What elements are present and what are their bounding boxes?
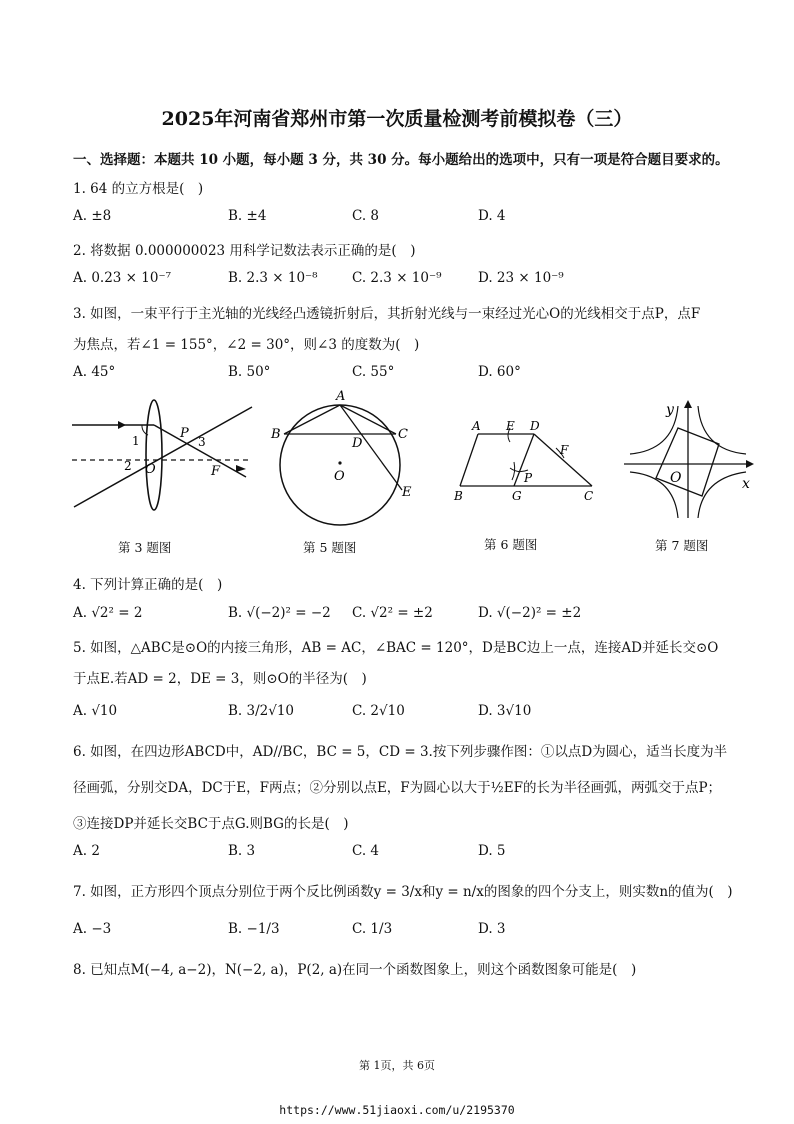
question-5-stem-line2: 于点E.若AD = 2，DE = 3，则⊙O的半径为( ) <box>73 671 367 687</box>
question-4-stem: 4. 下列计算正确的是( ) <box>73 577 223 593</box>
label-y: y <box>666 402 674 418</box>
source-url[interactable]: https://www.51jiaoxi.com/u/2195370 <box>279 1103 515 1117</box>
figure-7-caption: 第 7 题图 <box>655 538 709 553</box>
question-1-stem: 1. 64 的立方根是( ) <box>73 181 204 197</box>
figure-6-quadrilateral <box>448 412 608 504</box>
segment-ab <box>284 405 340 434</box>
q1-option-d: D. 4 <box>478 208 506 224</box>
label-angle-3: 3 <box>198 435 206 449</box>
question-6-stem-line3: ③连接DP并延长交BC于点G.则BG的长是( ) <box>73 816 349 832</box>
q2-option-b: B. 2.3 × 10⁻⁸ <box>228 270 318 286</box>
label-d: D <box>530 419 540 433</box>
label-angle-2: 2 <box>124 459 132 473</box>
segment-ab <box>460 434 478 486</box>
q4-option-a: A. √2² = 2 <box>73 605 143 621</box>
q7-option-d: D. 3 <box>478 921 506 937</box>
figure-6-caption: 第 6 题图 <box>484 537 538 552</box>
page-footer: 第 1页，共 6页 <box>359 1059 435 1072</box>
q2-option-a: A. 0.23 × 10⁻⁷ <box>73 270 172 286</box>
label-b: B <box>454 489 463 503</box>
circle-o <box>280 405 400 525</box>
q5-option-c: C. 2√10 <box>352 703 405 719</box>
label-c: C <box>398 427 408 442</box>
question-5-stem-line1: 5. 如图，△ABC是⊙O的内接三角形，AB = AC，∠BAC = 120°，D是BC边上一点，连接AD并延长交⊙O <box>73 640 719 656</box>
q5-option-b: B. 3/2√10 <box>228 703 295 719</box>
label-c: C <box>584 489 594 503</box>
question-6-stem-line2: 径画弧，分别交DA，DC于E，F两点；②分别以点E，F为圆心以大于½EF的长为半径画弧，两弧交于点P； <box>73 780 722 796</box>
label-o: O <box>670 470 682 486</box>
segment-dc <box>534 434 592 486</box>
label-point-p: P <box>180 426 189 441</box>
q1-option-a: A. ±8 <box>73 208 112 224</box>
question-3-stem-line2: 为焦点，若∠1 = 155°，∠2 = 30°，则∠3 的度数为( ) <box>73 337 420 353</box>
q6-option-b: B. 3 <box>228 843 256 859</box>
q3-option-b: B. 50° <box>228 364 271 380</box>
q5-option-d: D. 3√10 <box>478 703 532 719</box>
q2-option-c: C. 2.3 × 10⁻⁹ <box>352 270 442 286</box>
q3-option-c: C. 55° <box>352 364 395 380</box>
figure-3-lens <box>68 395 258 525</box>
label-a: A <box>336 389 346 404</box>
question-6-stem-line1: 6. 如图，在四边形ABCD中，AD//BC，BC = 5，CD = 3.按下列步骤作图：①以点D为圆心，适当长度为半 <box>73 744 728 760</box>
question-3-stem-line1: 3. 如图，一束平行于主光轴的光线经凸透镜折射后，其折射光线与一束经过光心O的光线相交于点P，点F <box>73 306 701 322</box>
q3-option-a: A. 45° <box>73 364 116 380</box>
figure-5-caption: 第 5 题图 <box>303 540 357 555</box>
question-7-stem: 7. 如图，正方形四个顶点分别位于两个反比例函数y = 3/x和y = n/x的图象的四个分支上，则实数n的值为( ) <box>73 884 733 900</box>
label-x: x <box>742 476 750 492</box>
q2-option-d: D. 23 × 10⁻⁹ <box>478 270 564 286</box>
question-2-stem: 2. 将数据 0.000000023 用科学记数法表示正确的是( ) <box>73 243 416 259</box>
label-p: P <box>524 471 533 485</box>
center-ray <box>74 407 252 507</box>
q1-option-c: C. 8 <box>352 208 380 224</box>
lens-ellipse <box>146 400 162 510</box>
q7-option-a: A. −3 <box>73 921 112 937</box>
q6-option-a: A. 2 <box>73 843 100 859</box>
page-title: 2025年河南省郑州市第一次质量检测考前模拟卷（三） <box>161 108 633 130</box>
q4-option-b: B. √(−2)² = −2 <box>228 605 331 621</box>
y-arrow-icon <box>684 400 692 408</box>
q7-option-c: C. 1/3 <box>352 921 393 937</box>
label-point-o: O <box>145 462 156 477</box>
label-point-f: F <box>211 464 221 479</box>
figure-7-graph <box>620 392 760 522</box>
label-e: E <box>402 485 412 500</box>
arrow-head-icon <box>236 465 246 472</box>
q1-option-b: B. ±4 <box>228 208 267 224</box>
arc-p2 <box>512 462 515 480</box>
hyperbola-q1 <box>698 406 746 454</box>
arrow-head-icon <box>118 421 126 429</box>
label-f: F <box>560 443 569 457</box>
figure-3-caption: 第 3 题图 <box>118 540 172 555</box>
label-b: B <box>271 427 281 442</box>
q4-option-c: C. √2² = ±2 <box>352 605 433 621</box>
label-g: G <box>512 489 522 503</box>
question-8-stem: 8. 已知点M(−4, a−2)，N(−2, a)，P(2, a)在同一个函数图象上，则这个函数图象可能是( ) <box>73 962 637 978</box>
x-arrow-icon <box>746 460 754 468</box>
label-e: E <box>506 419 515 433</box>
section-header: 一、选择题：本题共 10 小题，每小题 3 分，共 30 分。每小题给出的选项中，只有一项是符合题目要求的。 <box>73 152 729 168</box>
q5-option-a: A. √10 <box>73 703 118 719</box>
label-o: O <box>334 469 345 484</box>
q6-option-d: D. 5 <box>478 843 506 859</box>
label-d: D <box>352 436 363 451</box>
refracted-ray <box>154 425 246 477</box>
q6-option-c: C. 4 <box>352 843 380 859</box>
figure-5-circle <box>268 388 418 528</box>
q3-option-d: D. 60° <box>478 364 521 380</box>
hyperbola-q4 <box>698 472 746 518</box>
q7-option-b: B. −1/3 <box>228 921 280 937</box>
center-dot <box>338 461 341 464</box>
segment-ae <box>340 405 402 490</box>
label-angle-1: 1 <box>132 434 140 448</box>
label-a: A <box>472 419 481 433</box>
q4-option-d: D. √(−2)² = ±2 <box>478 605 582 621</box>
segment-ac <box>340 405 396 434</box>
